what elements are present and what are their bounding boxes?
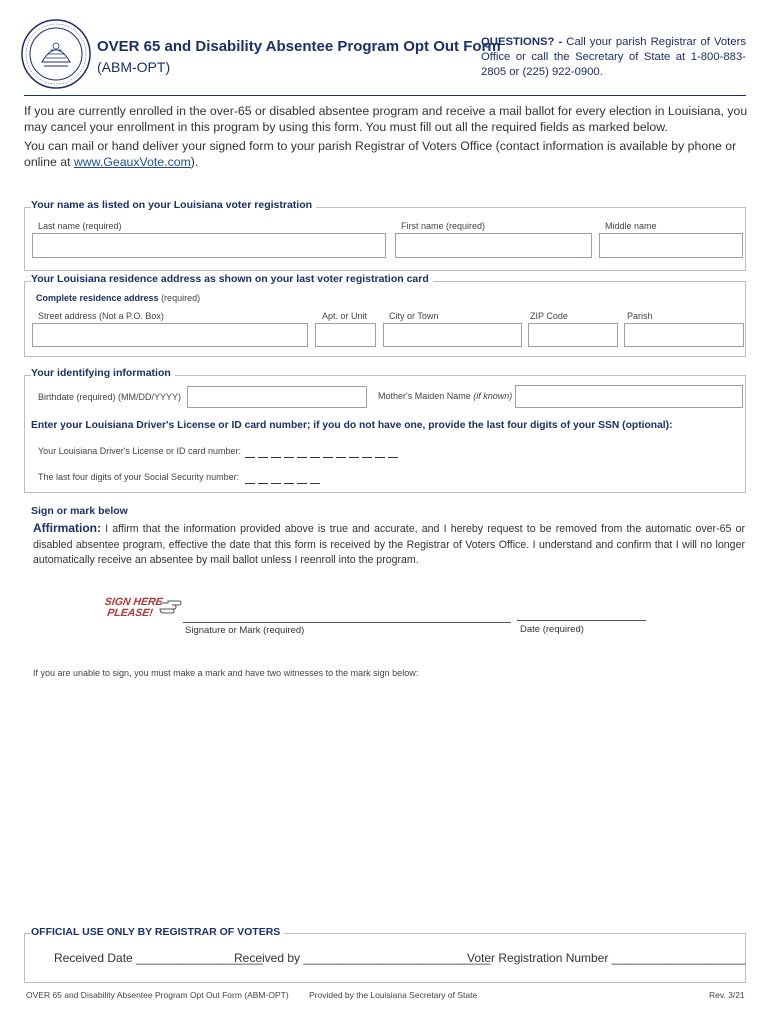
license-heading: Enter your Louisiana Driver's License or ID card number; if you do not have one, provide the last four digits of your SSN (optional): xyxy=(31,420,677,431)
middle-name-label: Middle name xyxy=(605,221,657,231)
address-sublabel-note: (required) xyxy=(158,293,201,303)
first-name-label: First name (required) xyxy=(401,221,486,231)
form-code: (ABM-OPT) xyxy=(97,59,171,75)
affirmation-heading: Affirmation: xyxy=(33,521,101,535)
address-sublabel-bold: Complete residence address xyxy=(36,293,159,303)
city-label: City or Town xyxy=(389,311,439,321)
state-seal-icon xyxy=(20,18,92,90)
middle-name-input[interactable] xyxy=(599,233,743,258)
ssn-label: The last four digits of your Social Security number: xyxy=(38,472,240,482)
sign-here-line-2: PLEASE! xyxy=(106,607,154,619)
last-name-label: Last name (required) xyxy=(38,221,122,231)
address-section-legend: Your Louisiana residence address as shown on your last voter registration card xyxy=(31,273,433,285)
city-input[interactable] xyxy=(383,323,522,347)
ssn-last-four-input[interactable] xyxy=(245,471,323,489)
zip-label: ZIP Code xyxy=(530,311,568,321)
date-label: Date (required) xyxy=(520,624,584,635)
signature-line[interactable] xyxy=(183,622,511,623)
official-use-legend: OFFICIAL USE ONLY BY REGISTRAR OF VOTERS xyxy=(31,926,284,938)
sign-here-stamp xyxy=(102,597,163,619)
maiden-name-text: Mother's Maiden Name xyxy=(378,391,474,401)
parish-label: Parish xyxy=(627,311,653,321)
identifying-section-legend: Your identifying information xyxy=(31,367,175,379)
street-label: Street address (Not a P.O. Box) xyxy=(38,311,164,321)
pointing-hand-icon xyxy=(158,598,182,614)
signature-label: Signature or Mark (required) xyxy=(185,625,305,636)
sign-here-line-1: SIGN HERE xyxy=(104,596,164,608)
license-number-input[interactable] xyxy=(245,445,401,463)
maiden-name-input[interactable] xyxy=(515,385,743,408)
street-input[interactable] xyxy=(32,323,308,347)
received-by-field: Received by ____________________________ xyxy=(234,951,491,965)
affirmation-body: I affirm that the information provided above is true and accurate, and I hereby request to be removed from the automatic over-65 or disabled absentee program, effective the date that this form is received by the Registrar of Voters Office. I understand and confirm that I will no longer automatically receive an absentee by mail ballot unless I reenroll into the program. xyxy=(33,523,745,566)
footer-revision: Rev. 3/21 xyxy=(709,990,745,1000)
header-divider xyxy=(24,95,746,96)
first-name-input[interactable] xyxy=(395,233,592,258)
footer-provider: Provided by the Louisiana Secretary of State xyxy=(309,990,478,1000)
birthdate-input[interactable] xyxy=(187,386,367,408)
intro-p2-text: You can mail or hand deliver your signed form to your parish Registrar of Voters Office (contact information is available by phone or online at xyxy=(24,139,737,169)
intro-paragraph-2 xyxy=(24,138,748,170)
questions-text: Call your parish Registrar of Voters Office or call the Secretary of State at 1-800-883-2805 or (225) 922-0900. xyxy=(481,36,746,78)
apt-input[interactable] xyxy=(315,323,376,347)
affirmation-text xyxy=(33,521,745,569)
zip-input[interactable] xyxy=(528,323,618,347)
parish-input[interactable] xyxy=(624,323,744,347)
geauxvote-link[interactable]: www.GeauxVote.com xyxy=(73,155,191,169)
last-name-input[interactable] xyxy=(32,233,386,258)
birthdate-label: Birthdate (required) (MM/DD/YYYY) xyxy=(38,392,182,402)
intro-p2-end: ). xyxy=(190,155,199,169)
footer-form-name: OVER 65 and Disability Absentee Program Opt Out Form (ABM-OPT) xyxy=(26,990,289,1000)
name-section-legend: Your name as listed on your Louisiana voter registration xyxy=(31,199,316,211)
license-label: Your Louisiana Driver's License or ID card number: xyxy=(38,446,241,456)
address-sublabel xyxy=(36,293,200,303)
maiden-name-label xyxy=(378,391,512,401)
intro-paragraph-1: If you are currently enrolled in the over-65 or disabled absentee program and receive a mail ballot for every election in Louisiana, you may cancel your enrollment in this program by using this form. You must fill out all the required fields as marked below. xyxy=(24,104,748,134)
questions-note xyxy=(481,35,746,80)
voter-registration-number-field: Voter Registration Number ____________________ xyxy=(467,951,746,965)
questions-label: QUESTIONS? - xyxy=(481,36,563,48)
received-date-field: Received Date ___________________ xyxy=(54,951,263,965)
unable-to-sign-note: If you are unable to sign, you must make a mark and have two witnesses to the mark sign below: xyxy=(33,668,419,678)
date-line[interactable] xyxy=(517,620,646,621)
form-title: OVER 65 and Disability Absentee Program Opt Out Form xyxy=(97,38,501,55)
maiden-name-note: (if known) xyxy=(473,391,513,401)
sign-heading: Sign or mark below xyxy=(31,505,132,517)
apt-label: Apt. or Unit xyxy=(322,311,368,321)
